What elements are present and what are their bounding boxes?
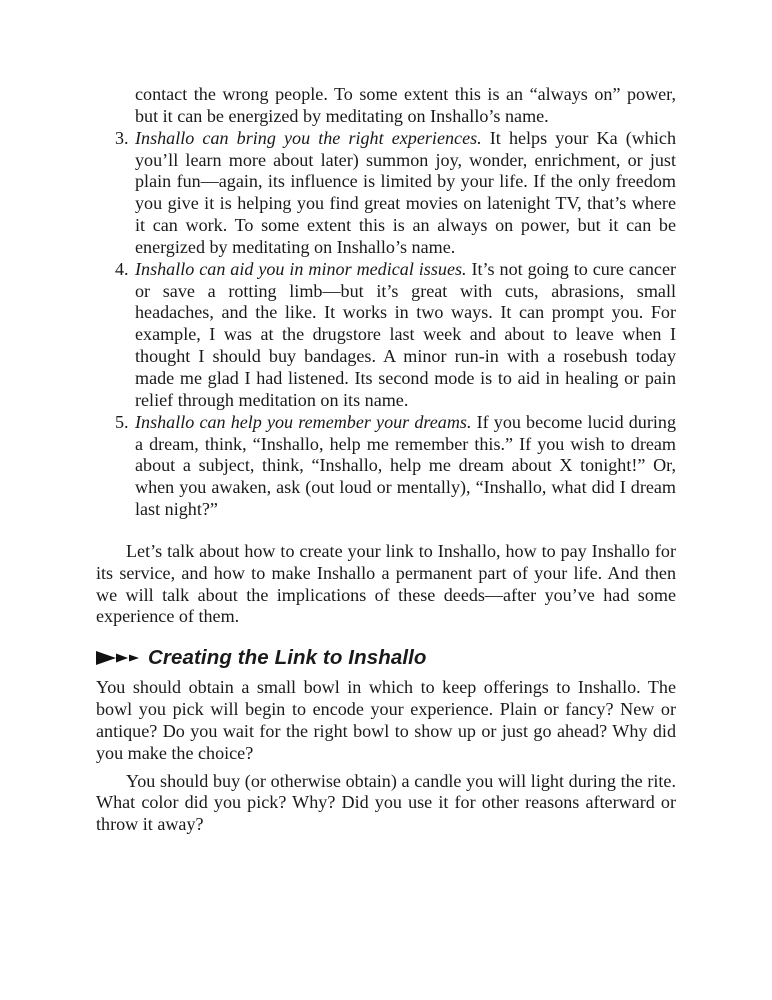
list-item-body: It helps your Ka (which you’ll learn more about later) summon joy, wonder, enrichment, or just plain fun—again, its influence is limited by your life. If the only freedom you give it is helping you find great movies on latenight TV, that’s where it can work. To some extent this is an always on power, but it can be energized by meditating on Inshallo’s name.: [135, 127, 676, 257]
paragraph-bowl: You should obtain a small bowl in which to keep offerings to Inshallo. The bowl you pick will begin to encode your experience. Plain or fancy? New or antique? Do you wait for the right bowl to show up or just go ahead? Why did you make the choice?: [96, 677, 676, 763]
list-number: 3.: [115, 127, 129, 148]
list-item-body: If you become lucid during a dream, think, “Inshallo, help me remember this.” If you wish to dream about a subject, think, “Inshallo, help me dream about X tonight!” Or, when you awaken, ask (out loud or mentally), “Inshallo, what did I dream last night?”: [135, 411, 676, 520]
list-item: [96, 412, 676, 521]
triple-arrow-icon: [96, 651, 142, 665]
section-heading-title: Creating the Link to Inshallo: [148, 646, 427, 670]
list-item-lead: Inshallo can bring you the right experiences.: [135, 127, 482, 148]
paragraph-intro: Let’s talk about how to create your link to Inshallo, how to pay Inshallo for its service, and how to make Inshallo a permanent part of your life. And then we will talk about the implications of these deeds—after you’ve had some experience of them.: [96, 540, 676, 627]
list-item-lead: Inshallo can aid you in minor medical issues.: [135, 258, 467, 279]
list-number: 5.: [115, 411, 129, 432]
section-heading: [96, 645, 676, 671]
page-body: [96, 84, 676, 836]
list-item: [96, 259, 676, 412]
paragraph-candle: You should buy (or otherwise obtain) a candle you will light during the rite. What color did you pick? Why? Did you use it for other reasons afterward or throw it away?: [96, 770, 676, 835]
numbered-list: [96, 128, 676, 521]
list-item-continuation: contact the wrong people. To some extent this is an “always on” power, but it can be energized by meditating on Inshallo’s name.: [135, 84, 676, 126]
list-item: [96, 128, 676, 259]
list-item-lead: Inshallo can help you remember your dreams.: [135, 411, 472, 432]
list-number: 4.: [115, 258, 129, 279]
list-item-body: It’s not going to cure cancer or save a rotting limb—but it’s great with cuts, abrasions, small headaches, and the like. It works in two ways. It can prompt you. For example, I was at the drugstore last week and about to leave when I thought I should buy bandages. A minor run-in with a rosebush today made me glad I had listened. Its second mode is to aid in healing or pain relief through meditation on its name.: [135, 258, 676, 410]
